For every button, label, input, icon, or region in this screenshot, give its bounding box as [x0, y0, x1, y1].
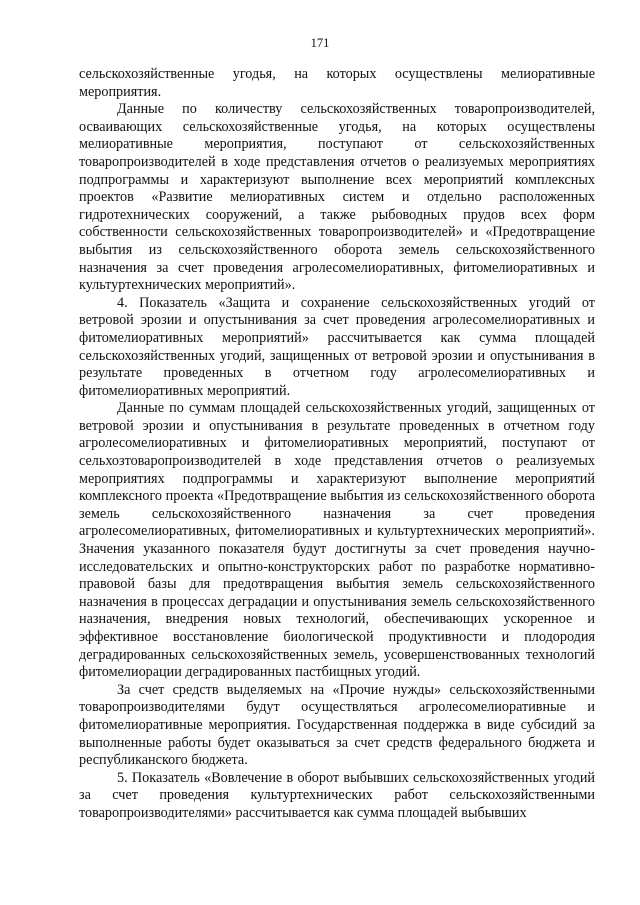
paragraph-indicator-4: 4. Показатель «Защита и сохранение сельскохозяйственных угодий от ветровой эрозии и опустынивания за счет проведения агролесомелиоративных и фитомелиоративных мероприятий» рассчитывается как сумма площадей сельскохозяйственных угодий, защищенных от ветровой эрозии и опустынивания в результате проведенных в отчетном году агролесомелиоративных и фитомелиоративных мероприятий. — [79, 294, 595, 399]
paragraph-indicator-5: 5. Показатель «Вовлечение в оборот выбывших сельскохозяйственных угодий за счет проведения культуртехнических работ сельскохозяйственными товаропроизводителями» рассчитывается как сумма площадей выбывших — [79, 769, 595, 821]
page-number: 171 — [310, 36, 330, 50]
paragraph-producers-count: Данные по количеству сельскохозяйственных товаропроизводителей, осваивающих сельскохозяйственные угодья, на которых осуществлены мелиоративные мероприятия, поступают от сельскохозяйственных товаропроизводителей в ходе представления отчетов о реализуемых мероприятиях подпрограммы и характеризуют выполнение всех мероприятий комплексных проектов «Развитие мелиоративных систем и отдельно расположенных гидротехнических сооружений, а также рыбоводных прудов всех форм собственности сельскохозяйственных товаропроизводителей» и «Предотвращение выбытия из сельскохозяйственного оборота земель сельскохозяйственного назначения за счет проведения агролесомелиоративных, фитомелиоративных и культуртехнических мероприятий». — [79, 101, 595, 294]
paragraph-continuation: сельскохозяйственные угодья, на которых осуществлены мелиоративные мероприятия. — [79, 66, 595, 100]
paragraph-other-needs: За счет средств выделяемых на «Прочие нужды» сельскохозяйственными товаропроизводителями будут осуществляться агролесомелиоративные и фитомелиоративные мероприятия. Государственная поддержка в виде субсидий за выполненные работы будет оказываться за счет средств федерального бюджета и республиканского бюджета. — [79, 681, 595, 769]
document-body — [79, 66, 595, 823]
paragraph-area-data: Данные по суммам площадей сельскохозяйственных угодий, защищенных от ветровой эрозии и опустынивания в результате проведенных в отчетном году агролесомелиоративных и фитомелиоративных мероприятий, поступают от сельхозтоваропроизводителей в ходе представления отчетов о реализуемых мероприятиях подпрограммы и характеризуют выполнение мероприятий комплексного проекта «Предотвращение выбытия из сельскохозяйственного оборота земель сельскохозяйственного назначения за счет проведения агролесомелиоративных, фитомелиоративных и культуртехнических мероприятий». Значения указанного показателя будут достигнуты за счет проведения научно-исследовательских и опытно-конструкторских работ по разработке нормативно-правовой базы для предотвращения выбытия земель сельскохозяйственного назначения в процессах деградации и опустынивания земель сельскохозяйственного назначения, внедрения новых технологий, обеспечивающих ускоренное и эффективное восстановление биологической продуктивности и плодородия деградированных сельскохозяйственных земель, усовершенствованных технологий фитомелиорации деградированных пастбищных угодий. — [79, 400, 595, 681]
